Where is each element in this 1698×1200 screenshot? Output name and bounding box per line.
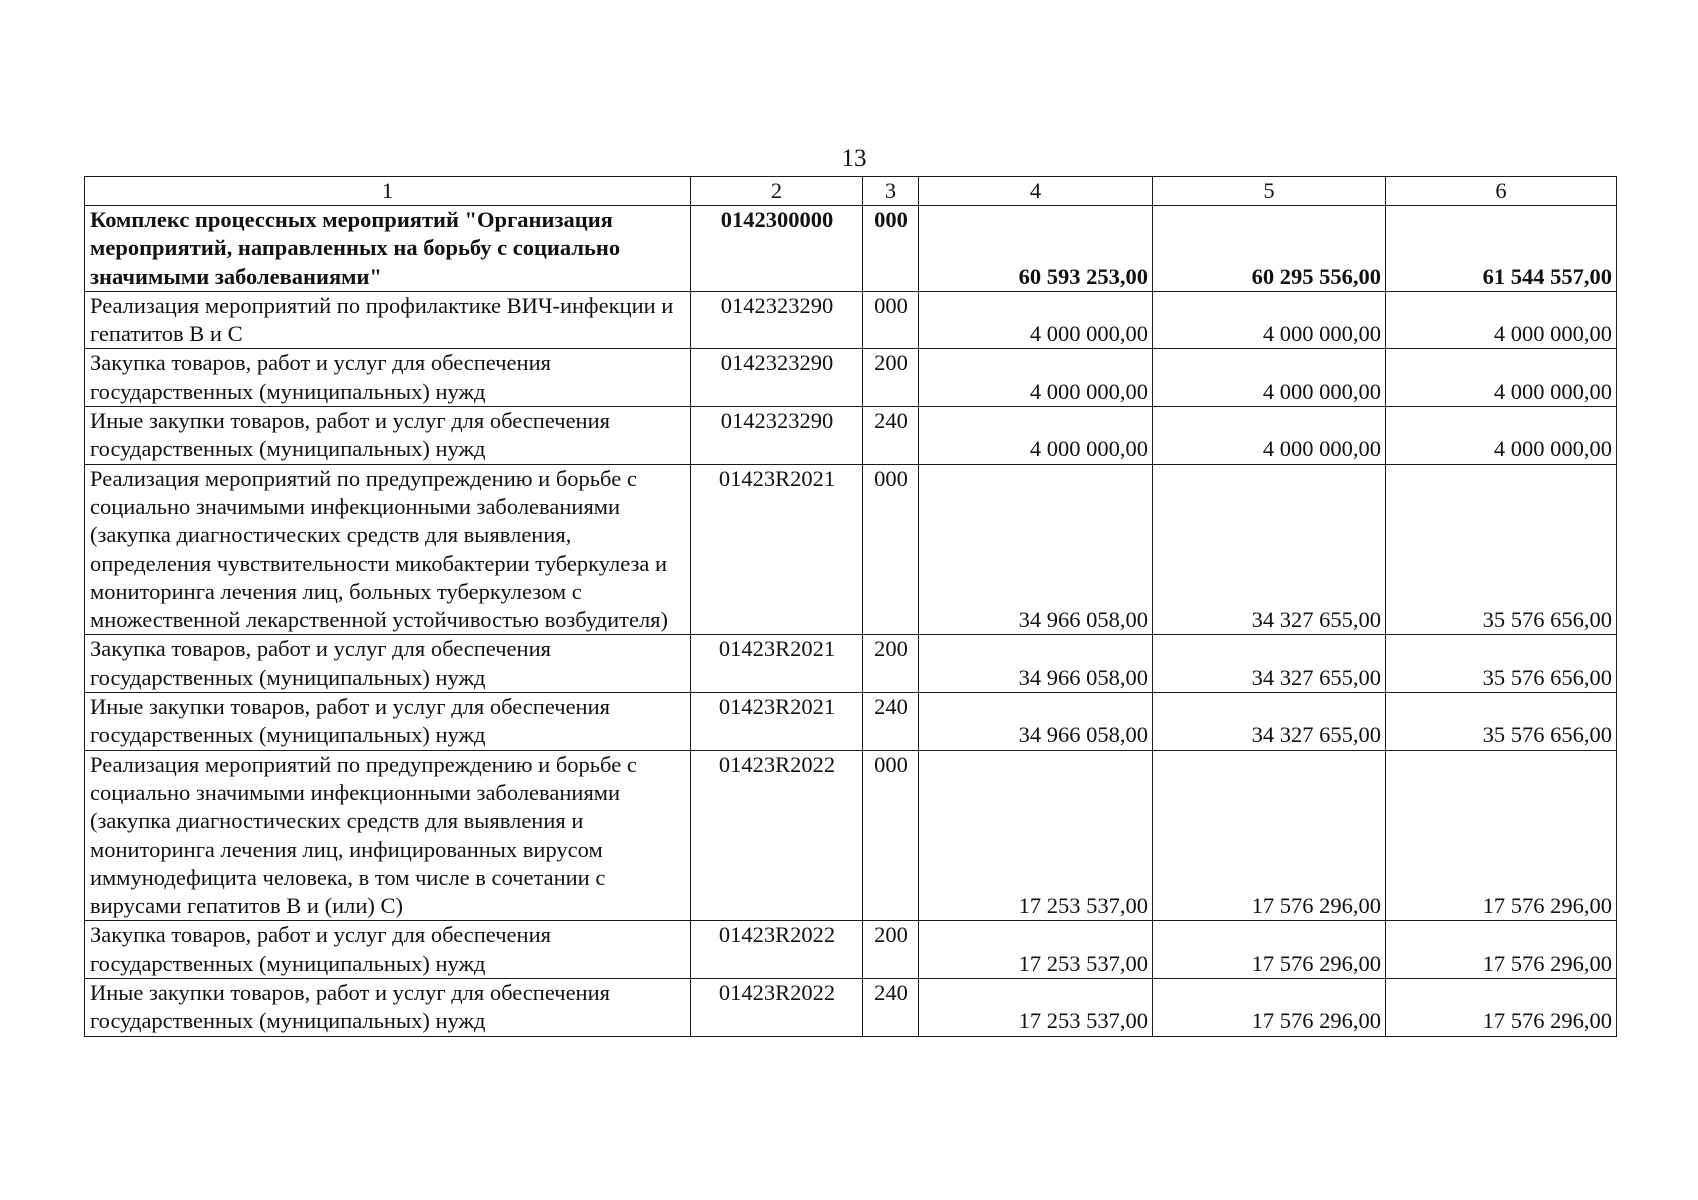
row-amount-col6: 61 544 557,00 [1386, 206, 1617, 292]
row-code: 01423R2022 [691, 979, 863, 1037]
row-code: 01423R2022 [691, 750, 863, 921]
row-amount-col4: 17 253 537,00 [919, 750, 1153, 921]
row-amount-col4: 4 000 000,00 [919, 407, 1153, 465]
row-code: 0142323290 [691, 291, 863, 349]
row-amount-col6: 4 000 000,00 [1386, 291, 1617, 349]
row-amount-col5: 17 576 296,00 [1153, 921, 1386, 979]
row-expense-type: 200 [863, 349, 919, 407]
row-name: Иные закупки товаров, работ и услуг для обеспечения государственных (муниципальных) нужд [85, 979, 691, 1037]
row-expense-type: 240 [863, 693, 919, 751]
row-name: Комплекс процессных мероприятий "Организация мероприятий, направленных на борьбу с социально значимыми заболеваниями" [85, 206, 691, 292]
table-row [85, 206, 1617, 292]
table-row [85, 921, 1617, 979]
row-code: 01423R2021 [691, 693, 863, 751]
row-amount-col5: 4 000 000,00 [1153, 349, 1386, 407]
row-name: Иные закупки товаров, работ и услуг для обеспечения государственных (муниципальных) нужд [85, 693, 691, 751]
row-amount-col4: 17 253 537,00 [919, 921, 1153, 979]
row-code: 01423R2022 [691, 921, 863, 979]
row-expense-type: 200 [863, 921, 919, 979]
row-amount-col5: 60 295 556,00 [1153, 206, 1386, 292]
row-amount-col5: 34 327 655,00 [1153, 693, 1386, 751]
row-amount-col5: 17 576 296,00 [1153, 979, 1386, 1037]
row-name: Иные закупки товаров, работ и услуг для обеспечения государственных (муниципальных) нужд [85, 407, 691, 465]
row-amount-col6: 17 576 296,00 [1386, 979, 1617, 1037]
row-code: 0142323290 [691, 407, 863, 465]
table-row [85, 464, 1617, 635]
row-expense-type: 200 [863, 635, 919, 693]
row-amount-col4: 17 253 537,00 [919, 979, 1153, 1037]
row-name: Реализация мероприятий по профилактике ВИЧ-инфекции и гепатитов В и С [85, 291, 691, 349]
row-name: Закупка товаров, работ и услуг для обеспечения государственных (муниципальных) нужд [85, 349, 691, 407]
header-cell: 5 [1153, 177, 1386, 206]
row-expense-type: 240 [863, 979, 919, 1037]
row-expense-type: 000 [863, 206, 919, 292]
table-row [85, 291, 1617, 349]
table-row [85, 635, 1617, 693]
row-amount-col5: 17 576 296,00 [1153, 750, 1386, 921]
row-name: Реализация мероприятий по предупреждению и борьбе с социально значимыми инфекционными заболеваниями (закупка диагностических средств для выявления и мониторинга лечения лиц, инфицированных вирусом иммунодефицита человека, в том числе в сочетании с вирусами гепатитов В и (или) С) [85, 750, 691, 921]
table-row [85, 349, 1617, 407]
row-amount-col5: 34 327 655,00 [1153, 635, 1386, 693]
row-amount-col6: 35 576 656,00 [1386, 693, 1617, 751]
row-amount-col6: 17 576 296,00 [1386, 750, 1617, 921]
row-amount-col6: 4 000 000,00 [1386, 407, 1617, 465]
header-cell: 3 [863, 177, 919, 206]
row-code: 01423R2021 [691, 635, 863, 693]
table-row [85, 407, 1617, 465]
row-code: 0142323290 [691, 349, 863, 407]
row-name: Реализация мероприятий по предупреждению и борьбе с социально значимыми инфекционными заболеваниями (закупка диагностических средств для выявления, определения чувствительности микобактерии туберкулеза и мониторинга лечения лиц, больных туберкулезом с множественной лекарственной устойчивостью возбудителя) [85, 464, 691, 635]
row-amount-col4: 34 966 058,00 [919, 693, 1153, 751]
row-code: 01423R2021 [691, 464, 863, 635]
row-amount-col4: 60 593 253,00 [919, 206, 1153, 292]
row-expense-type: 240 [863, 407, 919, 465]
row-amount-col6: 4 000 000,00 [1386, 349, 1617, 407]
header-cell: 2 [691, 177, 863, 206]
header-cell: 1 [85, 177, 691, 206]
row-amount-col6: 35 576 656,00 [1386, 464, 1617, 635]
row-expense-type: 000 [863, 464, 919, 635]
row-amount-col5: 4 000 000,00 [1153, 407, 1386, 465]
table-row [85, 750, 1617, 921]
row-amount-col4: 4 000 000,00 [919, 291, 1153, 349]
row-amount-col4: 34 966 058,00 [919, 635, 1153, 693]
table-row [85, 979, 1617, 1037]
table-row [85, 693, 1617, 751]
row-expense-type: 000 [863, 750, 919, 921]
row-amount-col5: 4 000 000,00 [1153, 291, 1386, 349]
header-cell: 6 [1386, 177, 1617, 206]
row-name: Закупка товаров, работ и услуг для обеспечения государственных (муниципальных) нужд [85, 921, 691, 979]
row-code: 0142300000 [691, 206, 863, 292]
row-amount-col6: 35 576 656,00 [1386, 635, 1617, 693]
page-number: 13 [841, 145, 867, 172]
row-amount-col5: 34 327 655,00 [1153, 464, 1386, 635]
budget-table [84, 176, 1617, 1037]
row-expense-type: 000 [863, 291, 919, 349]
row-name: Закупка товаров, работ и услуг для обеспечения государственных (муниципальных) нужд [85, 635, 691, 693]
row-amount-col4: 34 966 058,00 [919, 464, 1153, 635]
table-header-row [85, 177, 1617, 206]
row-amount-col6: 17 576 296,00 [1386, 921, 1617, 979]
row-amount-col4: 4 000 000,00 [919, 349, 1153, 407]
header-cell: 4 [919, 177, 1153, 206]
